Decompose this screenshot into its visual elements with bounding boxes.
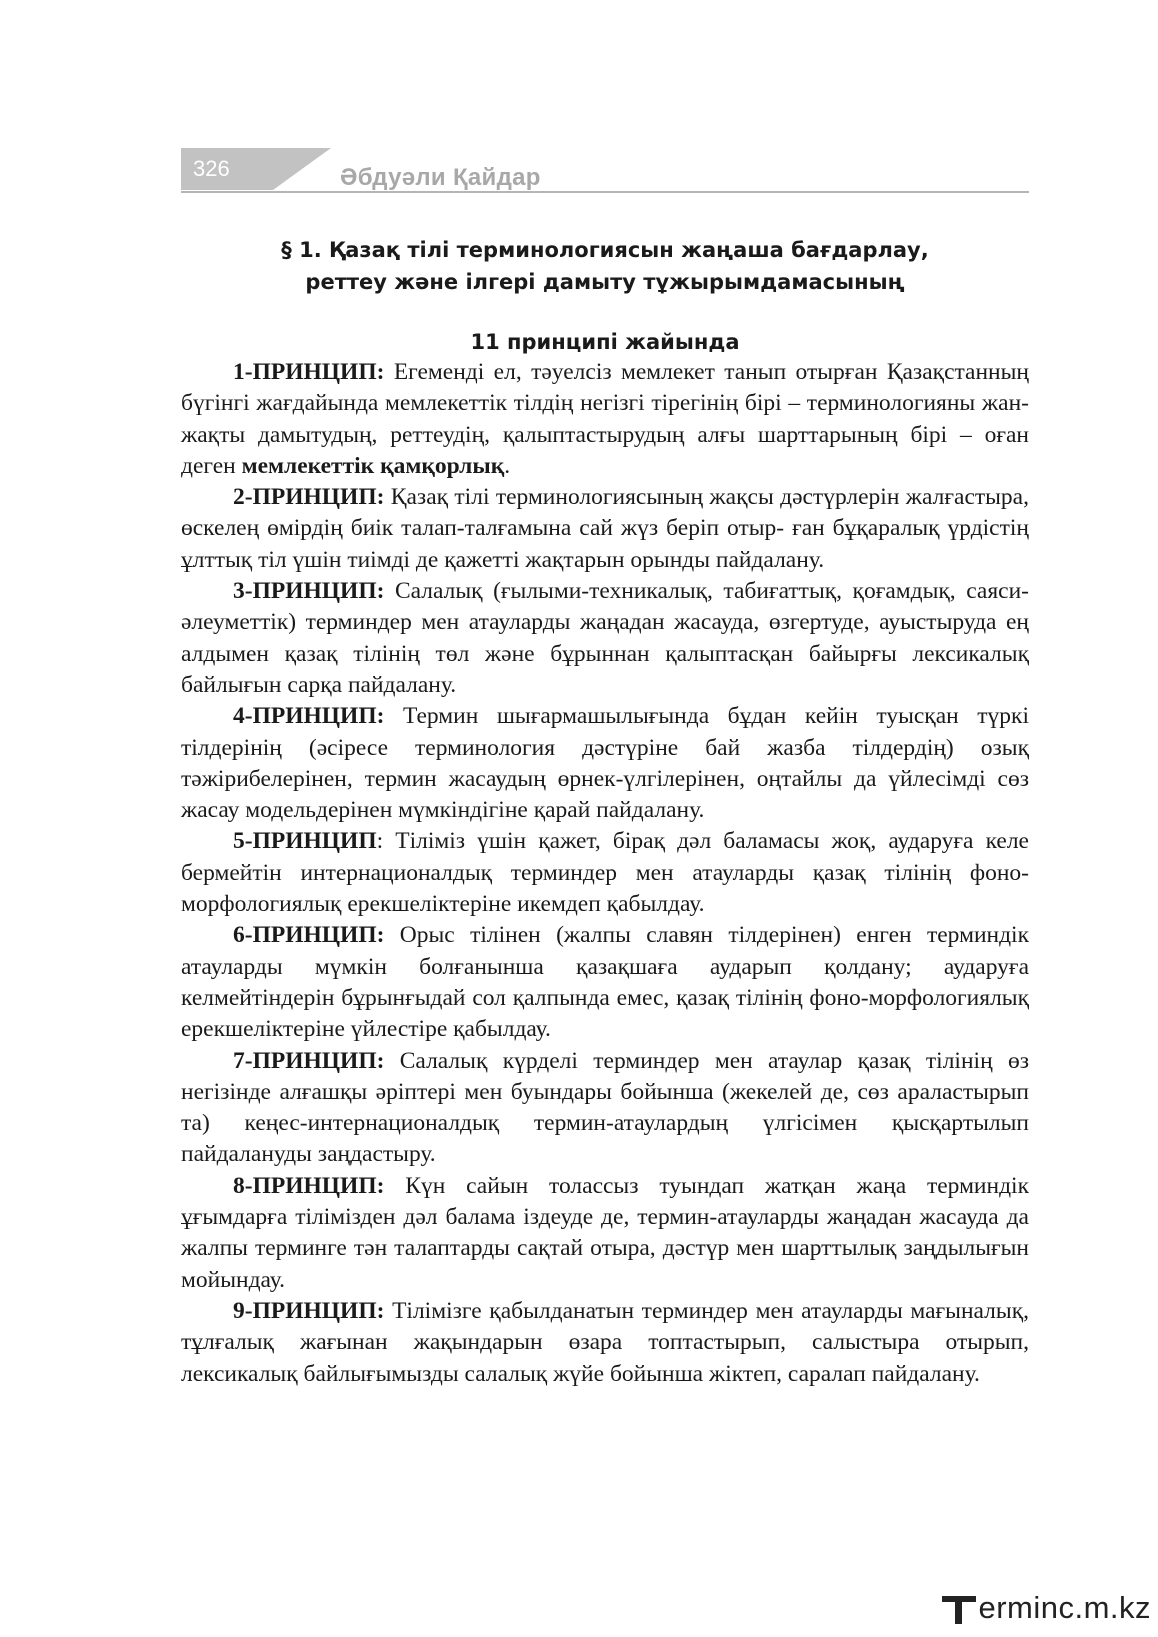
principle-text: Термин шығармашылығында бұдан кейін туысқан түркі тілдерінің (әсіресе терминология дәстүріне бай жазба тілдердің) озық тәжірибелерінен, термин жасаудың өрнек-үлгілерінен, оңтайлы да үйлесімді сөз жасау модельдерінен мүмкіндігіне қарай пайдалану. — [181, 703, 1029, 824]
page-number: 326 — [193, 156, 230, 181]
section-title-line-1: § 1. Қазақ тілі терминологиясын жаңаша бағдарлау, — [281, 238, 929, 262]
principle-label: 2-ПРИНЦИП: — [233, 484, 385, 511]
principle-text: Салалық (ғылыми-техникалық, табиғаттық, қоғамдық, саяси-әлеуметтік) терминдер мен атауларды жаңадан жасауда, өзгертуде, ауыстыруда ең алдымен қазақ тілінің төл және бұрыннан қалыптасқан байырғы лексикалық байлығын сарқа пайдалану. — [181, 578, 1029, 698]
principle-paragraph — [181, 1046, 1029, 1171]
principle-text: : Тіліміз үшін қажет, бірақ дәл баламасы жоқ, аударуға келе бермейтін интернационалдық терминдер мен атауларды қазақ тілінің фоно-морфологиялық ерекшеліктеріне икемдеп қабылдау. — [181, 828, 1029, 918]
principle-label: 5-ПРИНЦИП — [233, 828, 377, 855]
principle-label: 8-ПРИНЦИП: — [233, 1172, 385, 1199]
principle-label: 6-ПРИНЦИП: — [233, 922, 385, 949]
page-number-tab — [181, 148, 273, 190]
principle-label: 3-ПРИНЦИП: — [233, 578, 385, 605]
principle-paragraph — [181, 826, 1029, 920]
principle-paragraph — [181, 920, 1029, 1045]
header-rule — [181, 191, 1029, 193]
principle-text: Қазақ тілі терминологиясының жақсы дәстүрлерін жалғастыра, өскелең өмірдің биік талап-талғамына сай жүз беріп отыр- ған бұқаралық үрдістің ұлттық тіл үшін тиімді де қажетті жақтарын орынды пайдалану. — [181, 484, 1029, 573]
principle-text: Салалық күрделі терминдер мен атаулар қазақ тілінің өз негізінде алғашқы әріптері мен буындары бойынша (жекелей де, сөз араластырып та) кеңес-интернационалдық термин-атаулардың үлгісімен қысқартылып пайдалануды заңдастыру. — [181, 1047, 1029, 1168]
principle-paragraph — [181, 701, 1029, 826]
principle-paragraph — [181, 357, 1029, 482]
page-header — [181, 148, 1029, 196]
watermark — [942, 1590, 1151, 1626]
watermark-text: erminc.m.kz — [978, 1590, 1152, 1625]
principle-label: 1-ПРИНЦИП: — [233, 359, 385, 385]
principle-paragraph — [181, 576, 1029, 701]
section-subtitle: 11 принципі жайында — [470, 330, 740, 354]
header-tab-wedge — [273, 148, 331, 190]
principle-emphasis: мемлекеттік қамқорлық — [241, 452, 505, 479]
principle-tail: . — [504, 452, 511, 479]
principle-paragraph — [181, 1296, 1029, 1390]
section-title-line-2: реттеу және ілгері дамыту тұжырымдамасының — [305, 270, 905, 294]
principle-label: 9-ПРИНЦИП: — [233, 1297, 385, 1324]
document-body — [181, 357, 1029, 1390]
principle-text: Күн сайын толассыз туындап жатқан жаңа терминдік ұғымдарға тілімізден дәл балама іздеуде де, термин-атауларды жаңадан жасауда да жалпы терминге тән талаптарды сақтай отыра, дәстүр мен шарттылық заңдылығын мойындау. — [181, 1172, 1029, 1293]
principle-text: Егеменді ел, тәуелсіз мемлекет танып отырған Қазақстанның бүгінгі жағдайында мемлекеттік тілдің негізгі тірегінің бірі – терминологияны жан-жақты дамытудың, реттеудің, қалыптастырудың алғы шарттарының бірі – оған деген — [181, 359, 1029, 479]
principle-label: 4-ПРИНЦИП: — [233, 703, 385, 730]
principle-paragraph — [181, 482, 1029, 576]
principle-text: Орыс тілінен (жалпы славян тілдерінен) енген терминдік атауларды мүмкін болғанынша қазақшаға аударып қолдану; аударуға келмейтіндерін бұрынғыдай сол қалпында емес, қазақ тілінің фоно-морфологиялық ерекшеліктеріне үйлестіре қабылдау. — [181, 922, 1029, 1043]
principle-label: 7-ПРИНЦИП: — [233, 1047, 385, 1074]
principle-paragraph — [181, 1171, 1029, 1296]
principle-text: Тілімізге қабылданатын терминдер мен атауларды мағыналық, тұлғалық жағынан жақындарын өзара топтастырып, салыстыра отырып, лексикалық байлығымызды салалық жүйе бойынша жіктеп, саралап пайдалану. — [181, 1297, 1029, 1387]
running-head-author: Әбдуәли Қайдар — [340, 164, 541, 191]
